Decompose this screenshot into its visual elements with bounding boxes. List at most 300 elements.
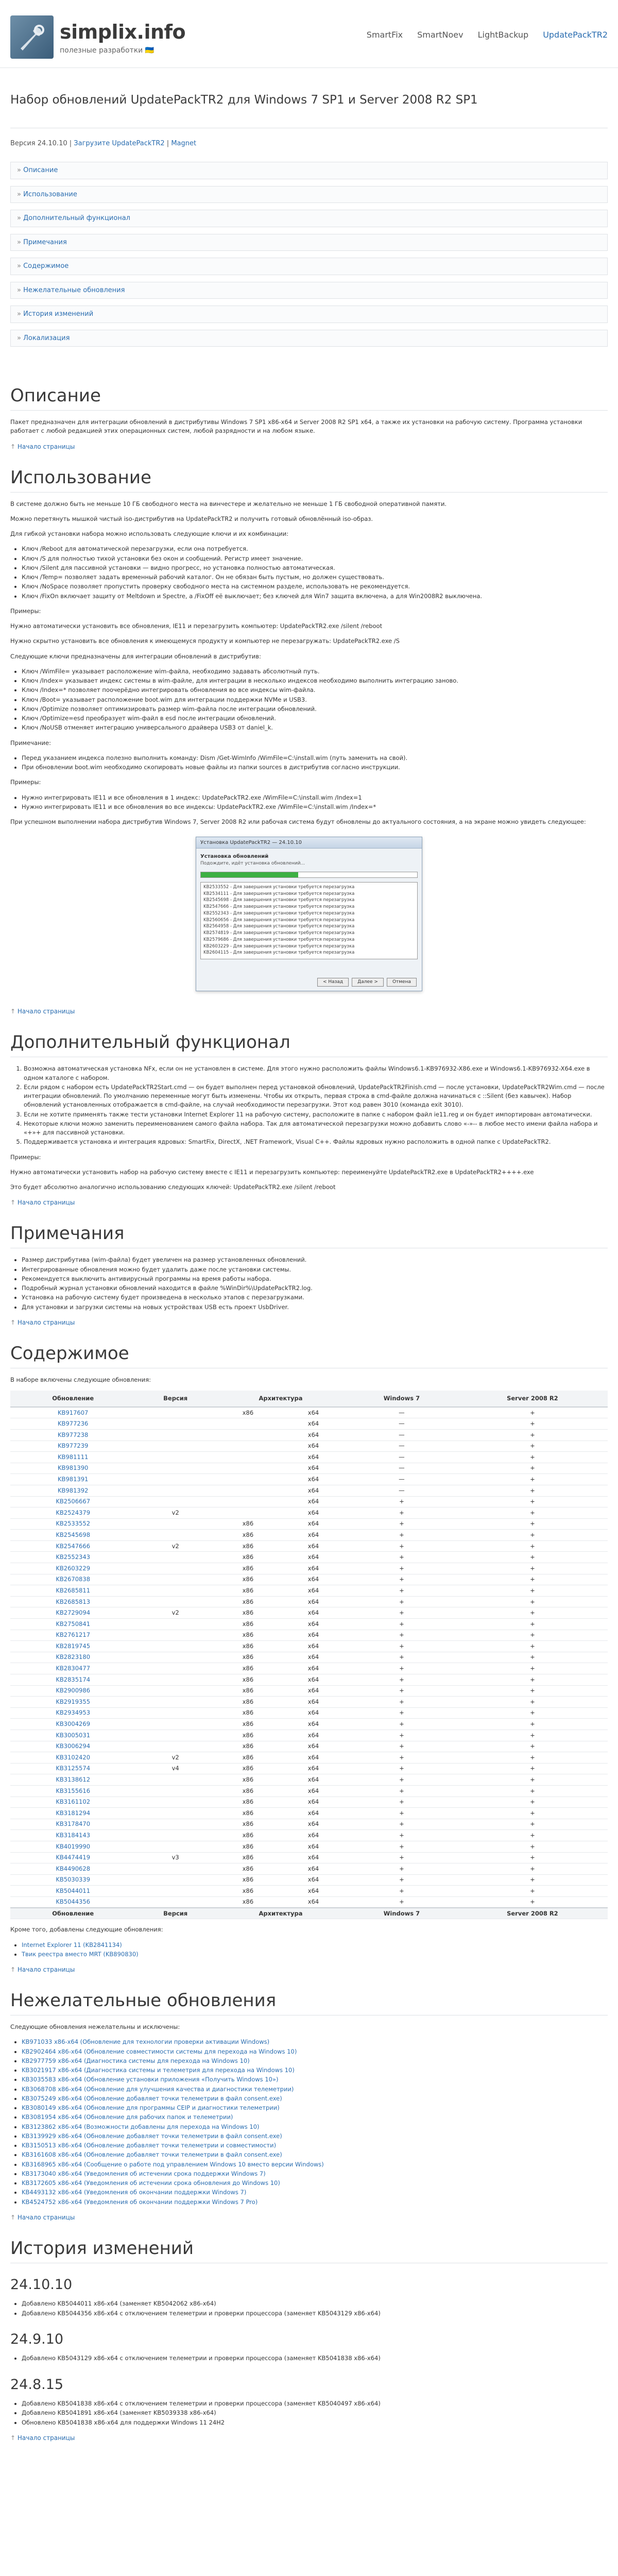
table-row [10,1874,608,1886]
column-header: Версия [135,1391,215,1407]
back-to-top-link[interactable]: ↑ Начало страницы [10,2213,608,2222]
list-item: • Нужно интегрировать IE11 и все обновления в 1 индекс: UpdatePackTR2.exe /WimFile=C:\install.wim /Index=1 [22,793,608,802]
update-link[interactable]: KB2685813 [56,1598,91,1605]
update-link[interactable]: KB3168965 x86-x64 (Сообщение о работе под управлением Windows 10 вместо версии Windows) [22,2160,324,2168]
arch-x86-cell: x86 [215,1630,281,1641]
toc-item-notes[interactable] [10,234,608,251]
arch-x64-cell: x64 [281,1707,346,1719]
history-list [22,2354,608,2363]
win7-cell: + [346,1574,457,1585]
update-link[interactable]: KB3005031 [56,1731,91,1739]
update-link[interactable]: KB2545698 [56,1531,91,1538]
server2008-cell: + [457,1697,608,1708]
update-link[interactable]: KB3139929 x86-x64 (Обновление добавляет точки телеметрии в файл consent.exe) [22,2132,282,2140]
list-item [22,2141,608,2150]
notes-list [22,1256,608,1312]
arch-x86-cell: x86 [215,1830,281,1841]
server2008-cell: + [457,1797,608,1808]
usage-paragraph: При успешном выполнении набора дистрибутив Windows 7, Server 2008 R2 или рабочая система будут обновлены до актуального состояния, а на экране можно увидеть следующее: [10,818,586,825]
version-cell: v2 [135,1607,215,1619]
update-link[interactable]: KB2830477 [56,1665,91,1672]
section-heading-unwanted: Нежелательные обновления [10,1988,608,2015]
history-version: 24.10.10 [10,2276,73,2293]
toc-item-history[interactable] [10,306,608,323]
update-link[interactable]: KB2750841 [56,1620,91,1628]
table-row [10,1496,608,1507]
list-item: • Для установки и загрузки системы на новых устройствах USB есть проект UsbDriver. [22,1303,608,1312]
list-item: • Ключ /NoSpace позволяет пропустить проверку свободного места на системном разделе, использовать не рекомендуется. [22,582,608,591]
win7-cell: + [346,1563,457,1574]
update-kb-cell [10,1785,135,1797]
update-link[interactable]: KB3068708 x86-x64 (Обновление для улучшения качества и диагностики телеметрии) [22,2085,294,2093]
update-link[interactable]: KB2835174 [56,1675,91,1683]
back-to-top-link[interactable]: ↑ Начало страницы [10,1965,608,1974]
server2008-cell: + [457,1574,608,1585]
update-link[interactable]: KB3161608 x86-x64 (Обновление добавляет точки телеметрии в файл consent.exe) [22,2151,282,2159]
nav-updatepacktr2[interactable]: UpdatePackTR2 [543,30,608,40]
usage-paragraph: В системе должно быть не меньше 10 ГБ свободного места на винчестере и желательно не меньше 1 ГБ свободной оперативной памяти. [10,500,447,507]
toc-item-usage[interactable] [10,186,608,204]
download-link[interactable]: Загрузите UpdatePackTR2 [74,139,165,147]
site-title[interactable]: simplix.info [60,21,186,43]
list-item [22,2123,608,2131]
update-kb-cell [10,1507,135,1519]
table-of-contents [10,162,608,347]
list-item [22,2188,608,2197]
update-link[interactable]: KB977236 [58,1420,89,1428]
update-kb-cell [10,1607,135,1619]
arch-x64-cell: x64 [281,1785,346,1797]
update-link[interactable]: KB3123862 x86-x64 (Возможности добавлены для перехода на Windows 10) [22,2123,260,2130]
toc-link[interactable]: » Описание [17,166,58,174]
arch-x86-cell: x86 [215,1785,281,1797]
update-kb-cell [10,1418,135,1430]
arch-x64-cell: x64 [281,1552,346,1563]
version-cell [135,1585,215,1597]
list-item [22,2066,608,2075]
update-kb-cell [10,1574,135,1585]
arch-x64-cell: x64 [281,1719,346,1730]
update-kb-cell [10,1886,135,1897]
section-heading-contents: Содержимое [10,1341,608,1368]
version-cell: v2 [135,1507,215,1519]
version-cell: v3 [135,1852,215,1863]
list-item [22,2113,608,2122]
win7-cell: + [346,1552,457,1563]
toc-link[interactable]: » Нежелательные обновления [17,286,125,294]
server2008-cell: + [457,1540,608,1552]
version-cell [135,1463,215,1474]
log-line: KB2564958 - Для завершения установки требуется перезагрузка [203,924,355,929]
update-kb-cell [10,1797,135,1808]
update-link[interactable]: KB4524752 x86-x64 (Уведомления об окончании поддержки Windows 7 Pro) [22,2198,258,2206]
update-kb-cell [10,1663,135,1674]
back-to-top-link[interactable]: ↑ Начало страницы [10,1318,608,1327]
version-cell [135,1630,215,1641]
list-item: • Обновлено KB5041838 x86-x64 для поддержки Windows 11 24H2 [22,2418,608,2427]
list-item [22,2132,608,2141]
version-cell [135,1697,215,1708]
update-kb-cell [10,1819,135,1830]
meta-separator: | [166,139,169,147]
server2008-cell: + [457,1429,608,1440]
usage-paragraph: Можно перетянуть мышкой чистый iso-дистрибутив на UpdatePackTR2 и получить готовый обновлённый iso-образ. [10,515,373,522]
version-cell [135,1819,215,1830]
update-link[interactable]: KB2603229 [56,1564,91,1572]
progress-bar [200,872,418,878]
arch-x86-cell: x86 [215,1863,281,1875]
win7-cell: + [346,1774,457,1786]
arch-x86-cell: x86 [215,1585,281,1597]
log-line: KB2574819 - Для завершения установки требуется перезагрузка [203,930,355,936]
update-kb-cell [10,1896,135,1908]
win7-cell: + [346,1619,457,1630]
update-link[interactable]: KB977239 [58,1442,89,1450]
table-row [10,1429,608,1440]
toc-link[interactable]: » Дополнительный функционал [17,214,130,222]
server2008-cell: + [457,1563,608,1574]
update-link[interactable]: KB981392 [58,1486,89,1494]
arch-x64-cell: x64 [281,1485,346,1496]
update-link[interactable]: KB4019990 [56,1842,91,1850]
examples-label: Примеры: [10,607,41,615]
server2008-cell: + [457,1619,608,1630]
server2008-cell: + [457,1585,608,1597]
version-cell [135,1674,215,1686]
list-item: • Ключ /Optimize=esd преобразует wim-файл в esd после интеграции обновлений. [22,714,608,723]
arch-x86-cell: x86 [215,1819,281,1830]
server2008-cell: + [457,1485,608,1496]
version-cell [135,1574,215,1585]
contents-after: Кроме того, добавлены следующие обновления: [10,1926,163,1934]
table-row [10,1530,608,1541]
back-to-top-link[interactable]: ↑ Начало страницы [10,2433,608,2443]
win7-cell: + [346,1496,457,1507]
back-to-top-link[interactable]: ↑ Начало страницы [10,442,608,451]
arch-x86-cell [215,1496,281,1507]
page-title: Набор обновлений UpdatePackTR2 для Windows 7 SP1 и Server 2008 R2 SP1 [10,93,478,107]
column-footer: Обновление [10,1908,135,1919]
arch-x86-cell: x86 [215,1752,281,1764]
arch-x64-cell: x64 [281,1774,346,1786]
version-cell [135,1886,215,1897]
win7-cell: + [346,1730,457,1741]
arch-x64-cell: x64 [281,1697,346,1708]
update-link[interactable]: Internet Explorer 11 (KB2841134) [22,1941,122,1948]
update-link[interactable]: KB981390 [58,1464,89,1472]
update-link[interactable]: KB2823180 [56,1653,91,1661]
arch-x64-cell: x64 [281,1752,346,1764]
version-cell [135,1452,215,1463]
update-link[interactable]: KB5044356 [56,1898,91,1906]
list-item: • Ключ /Boot= указывает расположение boot.wim для интеграции поддержки NVMe и USB3. [22,696,608,704]
update-link[interactable]: KB2902464 x86-x64 (Обновление совместимости системы для перехода на Windows 10) [22,2047,297,2055]
server2008-cell: + [457,1763,608,1774]
update-link[interactable]: KB2552343 [56,1553,91,1561]
win7-cell: — [346,1429,457,1440]
win7-cell: + [346,1518,457,1530]
update-link[interactable]: KB3125574 [56,1765,91,1772]
toc-item-contents[interactable] [10,258,608,275]
progress-fill [201,872,298,877]
update-link[interactable]: KB2761217 [56,1631,91,1639]
list-item: • Добавлено KB5044011 x86-x64 (заменяет KB5042062 x86-x64) [22,2299,608,2308]
toc-item-unwanted[interactable] [10,282,608,299]
nav-smartfix[interactable]: SmartFix [366,30,403,40]
toc-link[interactable]: » Использование [17,191,77,198]
arch-x64-cell: x64 [281,1630,346,1641]
update-link[interactable]: KB3021917 x86-x64 (Диагностика системы и телеметрия для перехода на Windows 10) [22,2066,295,2074]
update-kb-cell [10,1540,135,1552]
main-content [10,91,608,2443]
table-row [10,1652,608,1663]
update-link[interactable]: KB2919355 [56,1698,91,1705]
list-item [22,2075,608,2084]
column-header: Обновление [10,1391,135,1407]
update-kb-cell [10,1485,135,1496]
toc-link[interactable]: » Примечания [17,239,67,246]
arch-x64-cell: x64 [281,1585,346,1597]
win7-cell: + [346,1819,457,1830]
update-kb-cell [10,1674,135,1686]
update-link[interactable]: KB3161102 [56,1798,91,1806]
site-logo[interactable] [10,15,54,59]
list-item [22,2160,608,2169]
list-item: • Установка на рабочую систему будет произведена в несколько этапов с перезагрузками. [22,1293,608,1302]
version-cell [135,1830,215,1841]
update-link[interactable]: KB981111 [58,1453,89,1461]
update-kb-cell [10,1440,135,1452]
column-footer: Windows 7 [346,1908,457,1919]
update-link[interactable]: KB2819745 [56,1642,91,1650]
section-heading-notes: Примечания [10,1221,608,1248]
arch-x86-cell: x86 [215,1741,281,1752]
update-link[interactable]: KB3184143 [56,1831,91,1839]
table-row [10,1596,608,1607]
arch-x86-cell: x86 [215,1808,281,1819]
note-label: Примечание: [10,739,51,747]
toc-link[interactable]: » Содержимое [17,262,68,270]
table-row [10,1763,608,1774]
version-cell: v2 [135,1540,215,1552]
update-kb-cell [10,1874,135,1886]
server2008-cell: + [457,1518,608,1530]
toc-item-localization[interactable] [10,330,608,347]
update-link[interactable]: KB2547666 [56,1542,91,1550]
server2008-cell: + [457,1886,608,1897]
update-link[interactable]: KB977238 [58,1431,89,1438]
server2008-cell: + [457,1663,608,1674]
update-kb-cell [10,1774,135,1786]
nav-smartnoev[interactable]: SmartNoev [417,30,464,40]
update-link[interactable]: KB2729094 [56,1609,91,1617]
arch-x64-cell: x64 [281,1685,346,1697]
arch-x64-cell: x64 [281,1530,346,1541]
arch-x64-cell: x64 [281,1418,346,1430]
update-link[interactable]: KB3172605 x86-x64 (Уведомления об истечении срока обновления до Windows 10) [22,2179,280,2187]
arch-x86-cell: x86 [215,1774,281,1786]
log-line: KB2552343 - Для завершения установки требуется перезагрузка [203,910,355,916]
arch-x64-cell: x64 [281,1730,346,1741]
arch-x64-cell: x64 [281,1452,346,1463]
log-line: KB2545698 - Для завершения установки требуется перезагрузка [203,897,355,903]
server2008-cell: + [457,1496,608,1507]
arch-x86-cell: x86 [215,1407,281,1418]
history-version: 24.8.15 [10,2376,64,2393]
server2008-cell: + [457,1830,608,1841]
update-link[interactable]: KB2524379 [56,1509,91,1516]
update-kb-cell [10,1552,135,1563]
arch-x86-cell: x86 [215,1596,281,1607]
update-kb-cell [10,1741,135,1752]
table-row [10,1852,608,1863]
update-link[interactable]: Твик реестра вместо MRT (KB890830) [22,1950,139,1958]
table-row [10,1552,608,1563]
server2008-cell: + [457,1752,608,1764]
site-subtitle: полезные разработки 🇺🇦 [60,46,154,55]
version-cell [135,1663,215,1674]
table-row [10,1585,608,1597]
win7-cell: + [346,1707,457,1719]
arch-x86-cell: x86 [215,1797,281,1808]
table-row [10,1863,608,1875]
list-item [22,1941,608,1950]
update-link[interactable]: KB3080149 x86-x64 (Обновление для программы CEIP и диагностики телеметрии) [22,2104,280,2112]
version-cell [135,1596,215,1607]
back-to-top-link[interactable]: ↑ Начало страницы [10,1198,608,1207]
version-cell [135,1774,215,1786]
update-link[interactable]: KB3004269 [56,1720,91,1728]
update-link[interactable]: KB4493132 x86-x64 (Уведомления об окончании поддержки Windows 7) [22,2189,247,2196]
update-kb-cell [10,1630,135,1641]
version-cell [135,1407,215,1418]
toc-item-description[interactable] [10,162,608,179]
server2008-cell: + [457,1418,608,1430]
list-item: • Ключ /Reboot для автоматической перезагрузки, если она потребуется. [22,545,608,553]
update-link[interactable]: KB2934953 [56,1709,91,1717]
update-kb-cell [10,1463,135,1474]
update-link[interactable]: KB2977759 x86-x64 (Диагностика системы для перехода на Windows 10) [22,2057,250,2064]
list-item [22,2198,608,2207]
list-item: • Добавлено KB5041891 x86-x64 (заменяет KB5039338 x86-x64) [22,2409,608,2417]
update-kb-cell [10,1752,135,1764]
arch-x64-cell: x64 [281,1619,346,1630]
version-cell [135,1496,215,1507]
column-header: Server 2008 R2 [457,1391,608,1407]
server2008-cell: + [457,1607,608,1619]
update-link[interactable]: KB3155616 [56,1787,91,1794]
update-link[interactable]: KB3102420 [56,1753,91,1761]
arch-x86-cell: x86 [215,1896,281,1908]
arch-x86-cell: x86 [215,1663,281,1674]
update-link[interactable]: KB3138612 [56,1776,91,1784]
toc-link[interactable]: » История изменений [17,310,93,318]
win7-cell: + [346,1540,457,1552]
list-item: • Ключ /S для полностью тихой установки без окон и сообщений. Регистр имеет значение. [22,554,608,563]
back-to-top-link[interactable]: ↑ Начало страницы [10,1007,608,1016]
list-item [22,2085,608,2094]
win7-cell: + [346,1896,457,1908]
list-item: • Ключ /Silent для пассивной установки — видно прогресс, но установка полностью автоматическая. [22,564,608,572]
update-link[interactable]: KB2900986 [56,1687,91,1694]
update-link[interactable]: KB3150513 x86-x64 (Обновление добавляет точки телеметрии и совместимости) [22,2142,277,2149]
table-row [10,1830,608,1841]
arch-x64-cell: x64 [281,1763,346,1774]
update-kb-cell [10,1496,135,1507]
update-link[interactable]: KB2685811 [56,1586,91,1594]
history-list [22,2299,608,2318]
list-item: • Перед указанием индекса полезно выполнить команду: Dism /Get-WimInfo /WimFile=C:\install.wim (путь заменить на свой). [22,754,608,762]
server2008-cell: + [457,1841,608,1852]
table-row [10,1418,608,1430]
win7-cell: + [346,1663,457,1674]
column-header: Архитектура [215,1391,346,1407]
version-cell: v2 [135,1752,215,1764]
toc-link[interactable]: » Локализация [17,334,70,342]
examples-label: Примеры: [10,1153,41,1161]
update-kb-cell [10,1841,135,1852]
update-link[interactable]: KB3035583 x86-x64 (Обновление установки приложения «Получить Windows 10») [22,2076,279,2083]
update-link[interactable]: KB3081954 x86-x64 (Обновление для рабочих папок и телеметрии) [22,2113,233,2121]
update-link[interactable]: KB4474419 [56,1854,91,1861]
list-item [22,2057,608,2065]
update-link[interactable]: KB3006294 [56,1742,91,1750]
update-link[interactable]: KB3181294 [56,1809,91,1817]
list-item: • Ключ /Temp= позволяет задать временный рабочий каталог. Он не обязан быть пустым, но должен существовать. [22,573,608,582]
win7-cell: + [346,1752,457,1764]
table-row [10,1697,608,1708]
arch-x86-cell: x86 [215,1852,281,1863]
toc-item-extra[interactable] [10,210,608,227]
magnet-link[interactable]: Magnet [171,139,197,147]
arch-x86-cell: x86 [215,1763,281,1774]
update-link[interactable]: KB3178470 [56,1820,91,1828]
server2008-cell: + [457,1630,608,1641]
win7-cell: + [346,1797,457,1808]
update-link[interactable]: KB917607 [58,1409,89,1416]
arch-x86-cell [215,1418,281,1430]
update-link[interactable]: KB2670838 [56,1575,91,1583]
update-kb-cell [10,1530,135,1541]
update-kb-cell [10,1730,135,1741]
arch-x64-cell: x64 [281,1863,346,1875]
win7-cell: + [346,1641,457,1652]
table-header-row [10,1391,608,1407]
update-link[interactable]: KB4490628 [56,1865,91,1872]
version-cell: v4 [135,1763,215,1774]
version-cell [135,1563,215,1574]
nav-lightbackup[interactable]: LightBackup [477,30,529,40]
screenshot-log [200,882,418,959]
update-link[interactable]: KB5044011 [56,1887,91,1894]
win7-cell: + [346,1530,457,1541]
arch-x64-cell: x64 [281,1496,346,1507]
update-link[interactable]: KB2533552 [56,1520,91,1528]
update-link[interactable]: KB971033 x86-x64 (Обновление для технологии проверки активации Windows) [22,2038,270,2046]
update-link[interactable]: KB2506667 [56,1498,91,1505]
update-link[interactable]: KB981391 [58,1475,89,1483]
server2008-cell: + [457,1452,608,1463]
update-link[interactable]: KB3075249 x86-x64 (Обновление добавляет точки телеметрии в файл consent.exe) [22,2094,282,2102]
table-row [10,1563,608,1574]
arch-x86-cell: x86 [215,1874,281,1886]
win7-cell: + [346,1607,457,1619]
server2008-cell: + [457,1863,608,1875]
update-link[interactable]: KB3173040 x86-x64 (Уведомления об истечении срока поддержки Windows 7) [22,2170,266,2177]
update-link[interactable]: KB5030339 [56,1876,91,1884]
additional-updates-list [22,1941,608,1959]
arch-x64-cell: x64 [281,1830,346,1841]
